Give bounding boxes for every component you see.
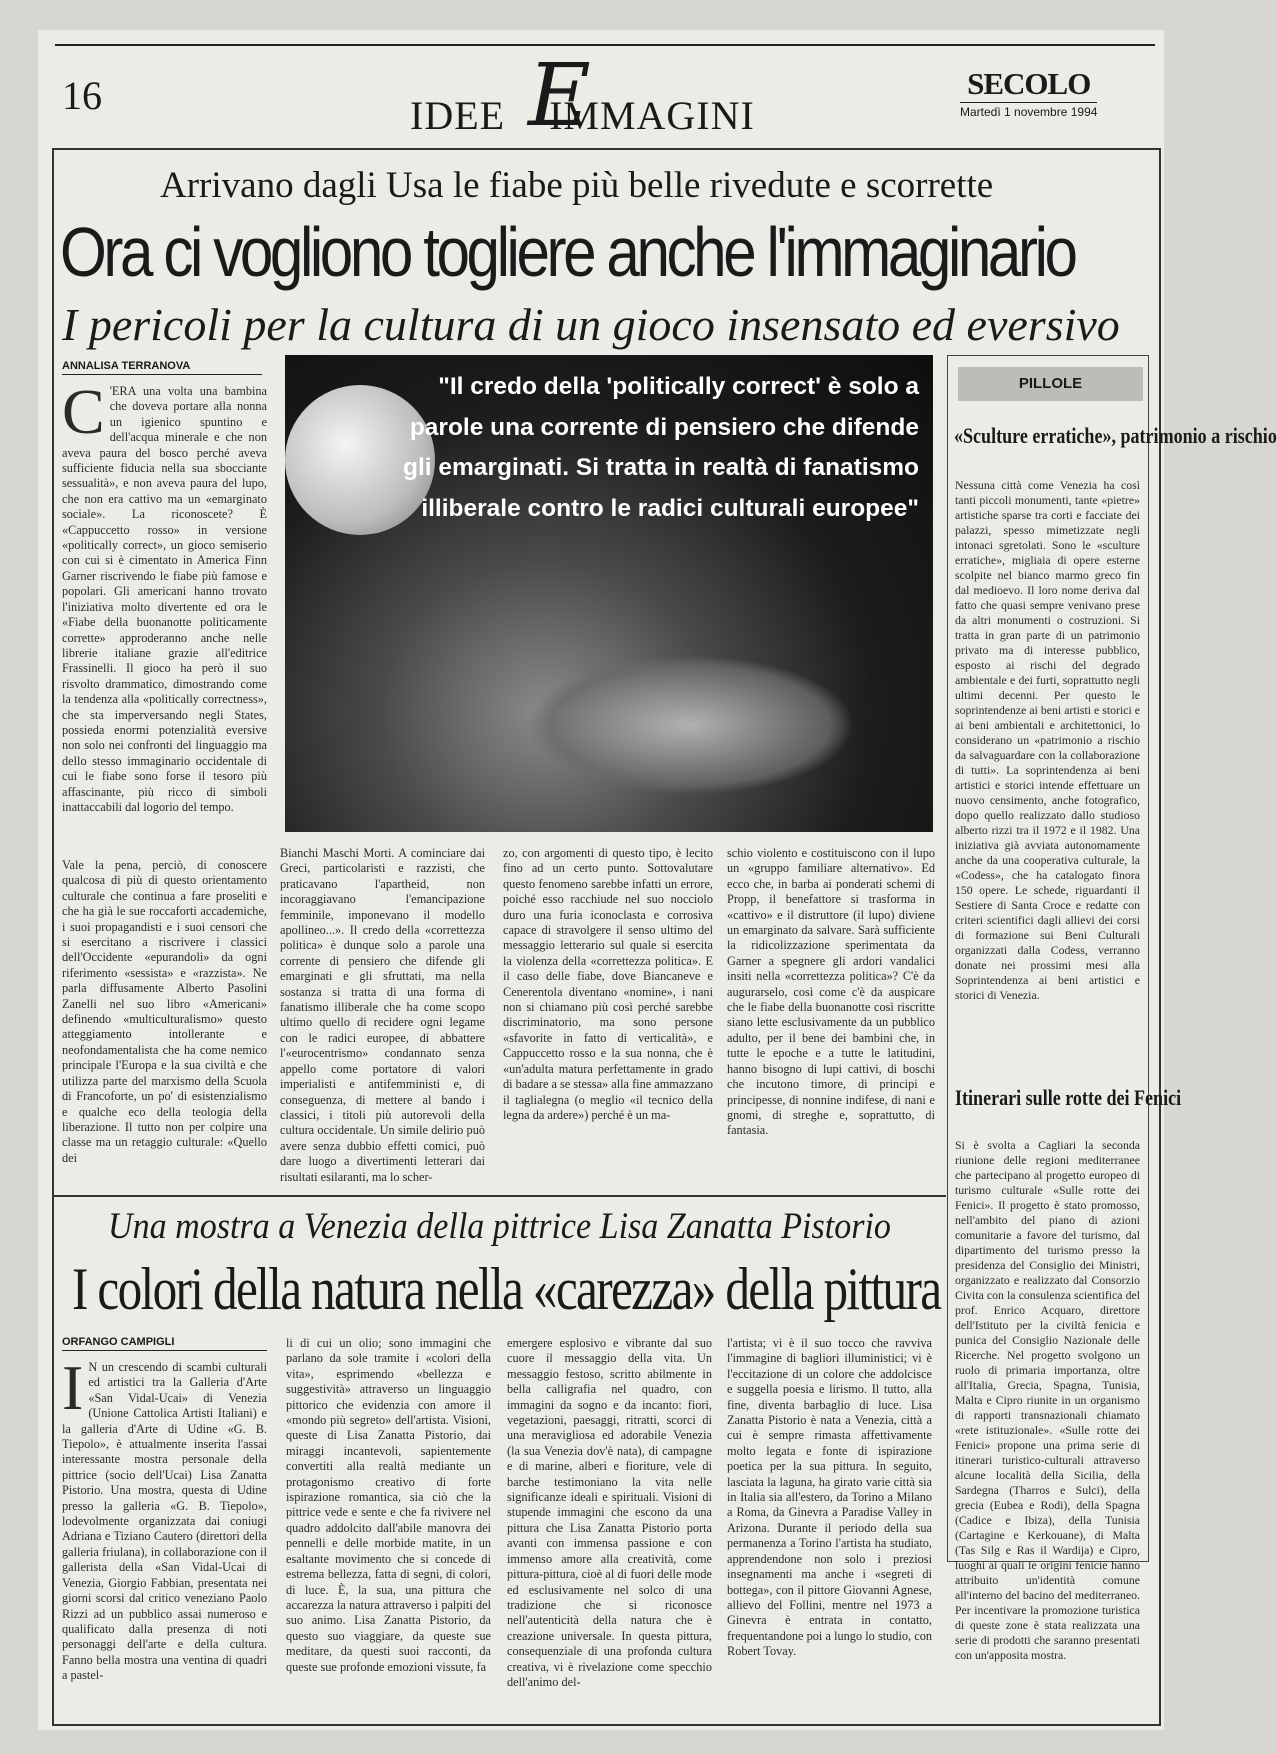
sidebar-item2-headline: Itinerari sulle rotte dei Fenici [955,1085,1182,1110]
section-title [410,92,755,139]
drop-cap: C [62,376,105,447]
article2-column-4: l'artista; vi è il suo tocco che ravviva l'immagine di bagliori illuministici; vi è l'eccitazione di un colore che addolcisce e suggella poesia e lirismo. Il tutto, alla fine, diventa barbaglio di luce. Lisa Zanatta Pistorio è nata a Venezia, città a cui è sempre rimasta affettivamente molto legata e fonte di ispirazione poetica per la sua pittura. In seguito, lasciata la laguna, ha girato varie città sia in Italia sia all'estero, da Torino a Milano a Roma, da Ginevra a Paradise Valley in Arizona. Durante il periodo della sua permanenza a Torino l'artista ha studiato, apprendendone non solo i preziosi insegnamenti ma anche i «segreti di bottega», con il pittore Giovanni Agnese, allievo del Follini, mentre nel 1973 a Ginevra è entrata in contatto, frequentandone poi a lungo lo studio, con Robert Tovay. [727,1336,932,1659]
section-title-right: IMMAGINI [549,93,755,138]
article1-column-4: schio violento e costituiscono con il lupo un «gruppo familiare alternativo». Ed ecco che, in barba ai ponderati schemi di Propp, il benefattore si trasforma in «cattivo» e il distruttore (il lupo) diviene un emarginato da salvare. Sarà sufficiente la ridicolizzazione sperimentata da Garner a spegnere gli ardori vandalici insiti nella «correttezza politica»? C'è da augurarselo, così come c'è da auspicare che le fiabe della buonanotte così riscritte siano lette esclusivamente da un pubblico adulto, per il bene dei bambini che, in tutte le epoche e a tutte le latitudini, hanno bisogno di lupi cattivi, di boschi che incutono timore, di principi e principesse, di nonnine indifese, di nani e gnomi, di streghe e, soprattutto, di fantasia. [727,846,935,1138]
article1-byline: ANNALISA TERRANOVA [62,360,262,375]
section-title-left: IDEE [410,93,506,138]
brand-logo: SECOLO [967,66,1091,101]
section-divider [52,1195,946,1197]
sidebar-title: PILLOLE [958,367,1143,401]
article2-column-1 [62,1352,267,1715]
article1-headline: Ora ci vogliono togliere anche l'immaginario [60,213,1075,291]
top-rule [55,44,1155,46]
section-logo-letter: E [528,46,591,146]
pull-quote: "Il credo della 'politically correct' è solo a parole una corrente di pensiero che difende gli emarginati. Si tratta in realtà di fanatismo illiberale contro le radici culturali europee" [403,373,919,522]
masthead [960,66,1097,119]
article1-text-1a: 'ERA una volta una bambina che doveva portare alla nonna un igienico spuntino e dell'acqua minerale e che non aveva paura del bosco perché aveva sufficiente fiducia nella sua sbocciante sessualità», e non aveva paura del lupo, che non era cattivo ma un «emarginato sociale». La riconoscete? È «Cappuccetto rosso» in versione «politically correct», un gioco semiserio con cui si è cimentato in America Finn Garner riscrivendo le fiabe più famose e popolari. Gli americani hanno trovato l'iniziativa molto divertente ed ora le «Fiabe della buonanotte politicamente corrette» approderanno anche nelle librerie italiane grazie all'editrice Frassinelli. Il gioco ha però il suo risvolto drammatico, dimostrando come la tendenza alla «politically correctness», che sta imperversando negli States, possieda enormi potenzialità eversive non solo nei confronti del linguaggio ma dello stesso immaginario occidentale di cui le fiabe sono forse il tesoro più affascinante, più ricco di simboli inattaccabili dal logorio del tempo. [62,384,267,814]
sidebar-item2-body: Si è svolta a Cagliari la seconda riunione delle regioni mediterranee che partecipano al progetto europeo di turismo culturale «Sulle rotte dei Fenici». Il progetto è stato promosso, nell'ambito del piano di azioni comunitarie a favore del turismo, dal dipartimento del turismo presso la presidenza del Consiglio dei Ministri, organizzato e realizzato dal Consorzio Civita con la consulenza scientifica del prof. Enrico Acquaro, direttore dell'Istituto per la civiltà fenicia e punica del Consiglio Nazionale delle Ricerche. Nel progetto svolgono un ruolo di primaria importanza, oltre all'Italia, Grecia, Spagna, Tunisia, Malta e Cipro riunite in un organismo di rapporti transnazionali chiamato «rete istituzionale». «Sulle rotte dei Fenici» propone una prima serie di itinerari turistico-culturali attraverso alcune località della Sicilia, della Sardegna (Tharros e Sulci), della grecia (Eubea e Rodi), della Spagna (Cadice e Ibiza), della Tunisia (Cartagine e Kerkouane), di Malta (Tas Silg e Ras il Wardija) e Cipro, luoghi ai quali le origini fenicie hanno attribuito un'identità comune all'interno del bacino del mediterraneo. Per incentivare la promozione turistica di queste zone è stata realizzata una serie di prodotti che saranno presentati con un'apposita mostra. [955,1138,1140,1662]
article1-subhead: I pericoli per la cultura di un gioco insensato ed eversivo [62,299,1120,350]
page-number: 16 [62,73,102,118]
article2-byline: ORFANGO CAMPIGLI [62,1336,267,1351]
article1-photo [285,355,933,832]
article2-column-2: li di cui un olio; sono immagini che parlano da sole tramite i «colori della vita», esprimendo «bellezza e suggestività» attraverso un linguaggio pittorico che evidenzia con amore il «mondo più segreto» dell'artista. Visioni, queste di Lisa Zanatta Pistorio, dai miraggi incantevoli, sapientemente convertiti alla realtà mediante un protagonismo creativo di forte ispirazione romantica, sia ciò che la pittrice vede e sente e che fa rivivere nel quadro addolcito dall'abile manovra dei pennelli e delle morbide matite, in un esaltante movimento che si concede di estrema bellezza, fatta di segni, di colori, di luce. È, la sua, una pittura che accarezza la natura attraverso i palpiti del suo animo. Lisa Zanatta Pistorio, da questo suo viaggiare, da queste sue meditare, da questi suoi racconti, da queste sue profonde emozioni vissute, fa [286,1336,491,1674]
article1-column-2: Bianchi Maschi Morti. A cominciare dai Greci, particolaristi e razzisti, che praticavano l'apartheid, non incoraggiavano l'emancipazione femminile, imponevano il modello apollineo...». Il credo della «correttezza politica» è dunque solo a parole una corrente di pensiero che difende gli emarginati e gli sfruttati, ma nella sostanza si tratta di una forma di fanatismo illiberale che ha come scopo ultimo quello di recidere ogni legame con le radici europee, di abbattere l'«eurocentrismo» condannato senza appello come portatore di valori imperialisti e antifemministi e, di conseguenza, di mettere al bando i classici, i titoli più autorevoli della cultura occidentale. Un simile delirio può avere senza dubbio effetti comici, può dare luogo a divertimenti letterari dai risultati esilaranti, ma lo scher- [280,846,485,1184]
article2-column-3: emergere esplosivo e vibrante dal suo cuore il messaggio della vita. Un messaggio festoso, scritto abilmente in bella calligrafia nel quadro, con immagini da sogno e da incanto: fiori, vegetazioni, paesaggi, ritratti, scorci di una meravigliosa ed adorabile Venezia (la sua Venezia dov'è nata), di campagne e di marine, alberi e fioriture, vele di barche testimoniano la vita nelle significanze ideali e spirituali. Visioni di stupende immagini che escono da una pittura che Lisa Zanatta Pistorio porta avanti con immensa passione e con immenso amore alla creatività, come pittura-pittura, cioè al di fuori delle mode ed esclusivamente nel solco di una tradizione che si riconosce nell'autenticità della natura che è creazione universale. In questa pittura, consequenziale di una profonda cultura creativa, vi è rivelazione come specchio dell'animo del- [507,1336,712,1689]
sidebar-item1-body: Nessuna città come Venezia ha così tanti piccoli monumenti, tante «pietre» artistiche sparse tra corti e facciate dei palazzi, spesso mimetizzate negli intonaci sgretolati. Sono le «sculture erratiche», migliaia di opere esterne scolpite nel bianco marmo greco fin dal medioevo. Il loro nome deriva dal fatto che quasi sempre venivano prese da altri monumenti o costruzioni. Si tratta in gran parte di un patrimonio privato ma di interesse pubblico, esposto ai rischi del degrado ambientale e dei furti, soprattutto negli ultimi decenni. Per questo le soprintendenze ai beni artisti e storici e ai beni ambientali e architettonici, lo considerano un «patrimonio a rischio da salvaguardare con la collaborazione di tutti». La soprintendenza ai beni artistici e storici intende effettuare un nuovo censimento, anche fotografico, dopo quello realizzato dallo studioso alberto rizzi tra il 1972 e il 1982. Una iniziativa già avviata autonomamente anche da una cooperativa culturale, la «Codess», che ha catalogato finora 150 opere. Le schede, riguardanti il Sestiere di Santa Croce e redatte con criteri scientifici dagli allievi dei corsi di formazione sui Beni Culturali organizzati dalla Codess, verranno donate nei prossimi mesi alla Soprintendenza ai beni artistici e storici di Venezia. [955,478,1140,1002]
article2-kicker: Una mostra a Venezia della pittrice Lisa Zanatta Pistorio [108,1206,891,1247]
article2-headline: I colori della natura nella «carezza» della pittura [72,1256,941,1322]
issue-date: Martedì 1 novembre 1994 [960,102,1097,119]
article1-column-3: zo, con argomenti di questo tipo, è lecito fino ad un certo punto. Sottovalutare questo fenomeno sarebbe infatti un errore, poiché esso racchiude nel suo nocciolo duro una furia iconoclasta e corrosiva capace di stravolgere il senso ultimo del messaggio letterario sul quale si esercita la violenza della «correttezza politica». E il caso delle fiabe, dove Biancaneve e Cenerentola diventano «nomine», i nani non si chiamano più così perché sarebbe discriminatorio, ma sono persone «sfavorite in fatto di verticalità», e Cappuccetto rosso e la sua nonna, che è «un'adulta matura perfettamente in grado di badare a se stessa» alla fine ammazzano il taglialegna (o meglio «il tecnico della legna da ardere») perché è un ma- [503,846,713,1122]
fairy-illustration [525,655,855,795]
article1-kicker: Arrivano dagli Usa le fiabe più belle rivedute e scorrette [160,165,994,206]
article1-column-1b: Vale la pena, perciò, di conoscere qualcosa di più di questo orientamento culturale che continua a fare proseliti e che ha già le sue roccaforti accademiche, i suoi propagandisti e i suoi censori che si esercitano a riscrivere i classici dell'Occidente «epurandoli» da ogni riferimento «sessista» e «razzista». Ne parla diffusamente Alberto Pasolini Zanelli nel suo libro «Americani» definendo «multiculturalismo» questo atteggiamento intollerante e neofondamentalista che ha come nemico principale l'Europa e la sua civiltà e che utilizza parte del marxismo della Scuola di Francoforte, un po' di esistenzialismo e qualche eco della teologia della liberazione. Il tutto non per colpire una classe ma un retaggio culturale: «Quello dei [62,858,267,1165]
sidebar-item1-headline: «Sculture erratiche», patrimonio a rischio [954,423,1277,448]
drop-cap-2: I [62,1352,84,1423]
article2-text-1: N un crescendo di scambi culturali ed artistici tra la Galleria d'Arte «San Vidal-Ucai» di Venezia (Unione Cattolica Artisti Italiani) e la galleria d'Arte di Udine «G. B. Tiepolo», è attualmente inserita l'assai interessante mostra personale della pittrice (socio dell'Ucai) Lisa Zanatta Pistorio. Una mostra, questa di Udine presso la galleria «G. B. Tiepolo», lodevolmente organizzata dai coniugi Adriana e Tiziano Cautero (direttori della galleria friulana), in collaborazione con il gallerista della «San Vidal-Ucai di Venezia, Giorgio Fabbian, presentata nei giorni scorsi dal critico veneziano Paolo Rizzi ad un pubblico assai numeroso e qualificato dalla presenza di noti personaggi dell'arte e della cultura. Fanno bella mostra una ventina di quadri a pastel- [62,1360,267,1683]
article1-column-1a [62,376,267,854]
